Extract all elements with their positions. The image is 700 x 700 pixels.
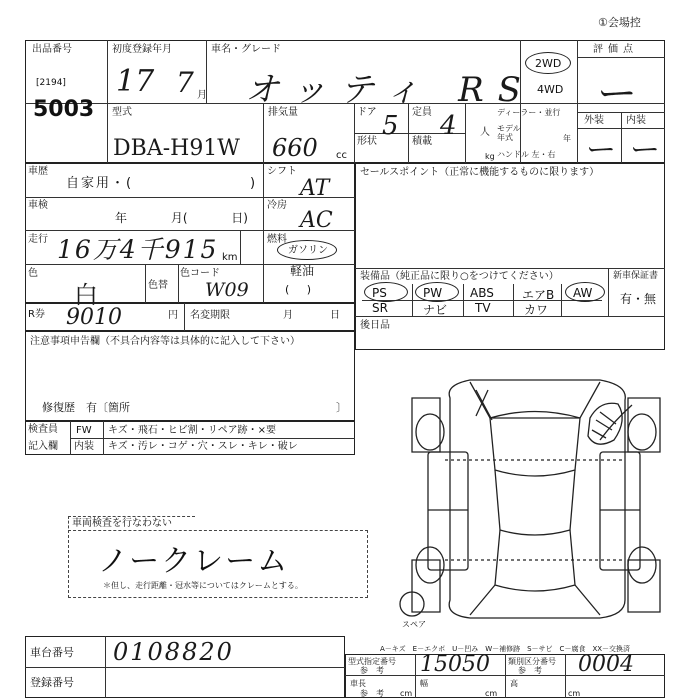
selling-points-label: セールスポイント（正常に機能するものに限ります） bbox=[360, 167, 600, 178]
damage-legend: A－キズ E－エクボ U－凹み W－補修跡 S－サビ C－腐食 XX－交換済 bbox=[380, 645, 631, 653]
doors-value: 5 bbox=[382, 111, 399, 141]
score-label: 評価点 bbox=[593, 44, 638, 55]
first-reg-month-unit: 月 bbox=[197, 90, 207, 101]
category-ref: 参 考 bbox=[518, 666, 542, 675]
car-name-value: オッティ RS bbox=[245, 70, 535, 110]
front-right-wheel bbox=[628, 414, 656, 450]
damage-mark-front-right bbox=[588, 403, 622, 444]
windshield bbox=[490, 412, 580, 477]
doors-label: ドア bbox=[357, 107, 377, 118]
no-inspection-label: 車両検査を行なわない bbox=[72, 518, 172, 529]
name-change-day: 日 bbox=[330, 310, 340, 321]
lot-label: 出品番号 bbox=[32, 44, 72, 55]
displacement-label: 排気量 bbox=[268, 107, 298, 118]
mileage-unit: km bbox=[222, 252, 238, 263]
roof bbox=[495, 470, 575, 535]
name-change-label: 名変期限 bbox=[190, 310, 230, 321]
interior-insp-text: キズ・汚レ・コゲ・穴・スレ・キレ・破レ bbox=[108, 441, 298, 452]
chassis-value: 0108820 bbox=[113, 638, 234, 666]
recycle-value: 9010 bbox=[66, 305, 122, 330]
fuel-other: ( ) bbox=[285, 283, 312, 296]
usage-value: 自家用・( bbox=[66, 176, 134, 191]
color-code-label: 色コード bbox=[180, 268, 220, 279]
displacement-unit: cc bbox=[336, 150, 347, 161]
right-doors bbox=[600, 452, 640, 570]
chassis-label: 車台番号 bbox=[30, 646, 74, 659]
notes-label: 注意事項申告欄（不具合内容等は具体的に記入して下さい） bbox=[30, 336, 300, 347]
interior-insp-label: 内装 bbox=[74, 441, 94, 452]
record-label: 記入欄 bbox=[28, 441, 58, 452]
color-change-label: 色替 bbox=[148, 280, 168, 291]
color-label: 色 bbox=[28, 268, 38, 279]
fuel-label: 燃料 bbox=[267, 234, 287, 245]
exterior-value: ー bbox=[586, 133, 616, 168]
model-value: DBA-H91W bbox=[113, 136, 240, 161]
model-year-label: モデル年式 bbox=[497, 124, 521, 142]
mileage-label: 走行 bbox=[28, 234, 48, 245]
damage-mark-front-left bbox=[476, 390, 492, 420]
first-reg-month: 7 bbox=[176, 66, 194, 99]
lot-number: 5003 bbox=[33, 97, 95, 122]
width-label: 幅 bbox=[420, 679, 428, 688]
length-label: 車長 bbox=[350, 679, 366, 688]
no-claim-note: ＊但し、走行距離・冠水等についてはクレームとする。 bbox=[103, 581, 303, 590]
load-label: 積載 bbox=[412, 136, 432, 147]
equip-ps: PS bbox=[372, 286, 387, 300]
fuel-gasoline: ガソリン bbox=[288, 245, 328, 256]
aircon-value: AC bbox=[300, 208, 333, 233]
inspection-label: 車検 bbox=[28, 200, 48, 211]
equip-abs: ABS bbox=[470, 286, 494, 300]
aftermarket-label: 後日品 bbox=[360, 320, 390, 331]
equip-tv: TV bbox=[475, 301, 491, 315]
recycle-unit: 円 bbox=[168, 310, 178, 321]
equipment-label: 装備品（純正品に限り○をつけてください） bbox=[360, 271, 559, 282]
width-unit: cm bbox=[485, 689, 498, 698]
model-label: 型式 bbox=[112, 107, 132, 118]
color-value: 白 bbox=[74, 281, 98, 309]
category-label: 類別区分番号 bbox=[508, 657, 556, 666]
equip-sr: SR bbox=[372, 301, 388, 315]
shift-label: シフト bbox=[267, 166, 297, 177]
lot-bracket: [2194] bbox=[36, 78, 66, 88]
length-unit: cm bbox=[400, 689, 413, 698]
rear-right-wheel bbox=[628, 547, 656, 583]
shape-label: 形状 bbox=[357, 136, 377, 147]
handle-label: ハンドル 左・右 bbox=[497, 150, 556, 159]
exterior-label: 外装 bbox=[584, 115, 604, 126]
aircon-label: 冷房 bbox=[267, 200, 287, 211]
recycle-label: R券 bbox=[28, 309, 45, 320]
type-designation-label: 型式指定番号 bbox=[348, 657, 396, 666]
type-designation-ref: 参 考 bbox=[360, 666, 384, 675]
office-copy-note: ①会場控 bbox=[598, 16, 641, 29]
category-value: 0004 bbox=[578, 652, 634, 677]
repair-close: 〕 bbox=[336, 401, 347, 414]
interior-label: 内装 bbox=[626, 115, 646, 126]
fw-text: キズ・飛石・ヒビ割・リペア跡・×要 bbox=[108, 425, 276, 436]
capacity-label: 定員 bbox=[412, 107, 432, 118]
car-name-label: 車名・グレード bbox=[211, 44, 281, 55]
warranty-value: 有・無 bbox=[620, 292, 657, 306]
warranty-label: 新車保証書 bbox=[613, 271, 659, 281]
dealer-label: ディーラー・並行 bbox=[497, 108, 561, 117]
usage-close: ) bbox=[250, 176, 256, 191]
drive-2wd: 2WD bbox=[535, 57, 562, 70]
first-reg-label: 初度登録年月 bbox=[112, 44, 172, 55]
equip-airbag: エアB bbox=[522, 288, 555, 302]
left-doors bbox=[428, 452, 468, 570]
equip-leather: カワ bbox=[524, 303, 549, 317]
capacity-value: 4 bbox=[440, 111, 457, 141]
trunk bbox=[470, 585, 600, 615]
height-label: 高 bbox=[510, 679, 518, 688]
inspector-label: 検査員 bbox=[28, 424, 58, 435]
score-value: ー bbox=[597, 71, 637, 117]
height-unit: cm bbox=[568, 689, 581, 698]
type-designation-value: 15050 bbox=[420, 652, 490, 677]
capacity-unit: 人 bbox=[480, 127, 490, 138]
inspection-fields: 年 月( 日) bbox=[115, 211, 248, 225]
no-claim-text: ノークレーム bbox=[98, 544, 290, 579]
first-reg-year: 17 bbox=[116, 64, 155, 99]
spare-label: スペア bbox=[402, 620, 426, 629]
fuel-diesel: 軽油 bbox=[290, 264, 315, 278]
usage-label: 車歴 bbox=[28, 166, 48, 177]
model-year-unit: 年 bbox=[563, 134, 571, 143]
color-code-value: W09 bbox=[205, 279, 249, 301]
mileage-value: 16万4千915 bbox=[57, 235, 219, 264]
interior-value: ー bbox=[630, 133, 660, 168]
length-ref: 参 考 bbox=[360, 689, 384, 698]
equip-pw: PW bbox=[423, 286, 443, 300]
equip-aw: AW bbox=[573, 286, 593, 300]
front-panel bbox=[470, 382, 600, 418]
drive-4wd: 4WD bbox=[537, 83, 564, 96]
load-unit: kg bbox=[485, 152, 495, 161]
displacement-value: 660 bbox=[272, 134, 318, 162]
shift-value: AT bbox=[300, 176, 330, 201]
fw-label: FW bbox=[76, 425, 92, 436]
registration-label: 登録番号 bbox=[30, 676, 74, 689]
name-change-month: 月 bbox=[283, 310, 293, 321]
equip-navi: ナビ bbox=[423, 303, 448, 317]
repair-history: 修復歴 有〔箇所 bbox=[42, 401, 130, 414]
